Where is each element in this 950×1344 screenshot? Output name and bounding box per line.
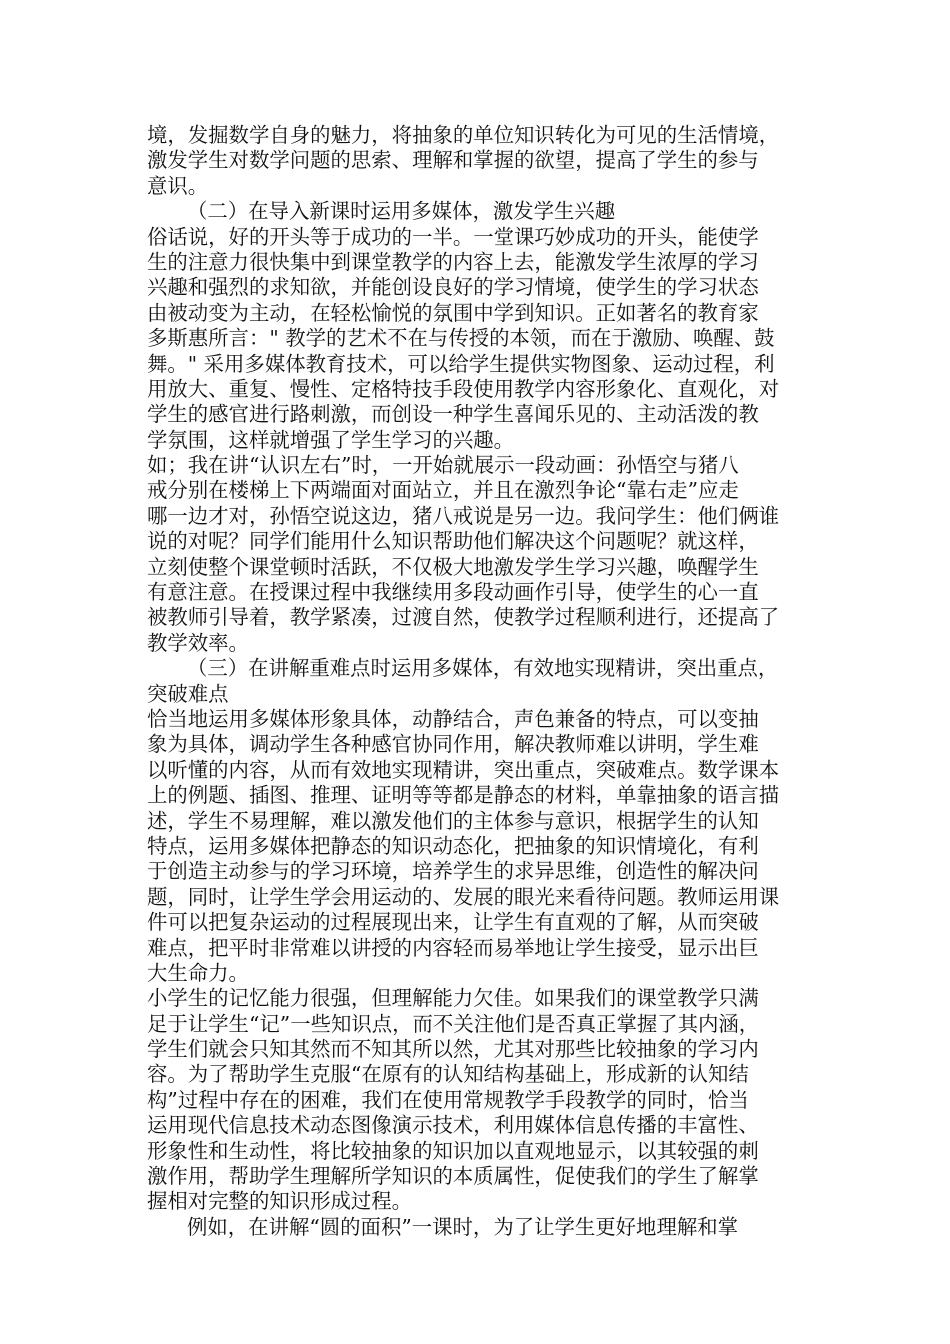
- text-line: （三）在讲解重难点时运用多媒体，有效地实现精讲，突出重点，: [187, 656, 779, 681]
- text-line: 述，学生不易理解，难以激发他们的主体参与意识，根据学生的认知: [147, 808, 759, 833]
- section-heading: [147, 199, 811, 224]
- text-line: 用放大、重复、慢性、定格特技手段使用教学内容形象化、直观化，对: [147, 376, 780, 401]
- text-line: 多斯惠所言：" 教学的艺术不在与传授的本领，而在于激励、唤醒、鼓: [147, 326, 775, 351]
- text-line: 难点，把平时非常难以讲授的内容轻而易举地让学生接受，显示出巨: [147, 935, 759, 960]
- text-line: 件可以把复杂运动的过程展现出来，让学生有直观的了解，从而突破: [147, 910, 759, 935]
- text-line: 境，发掘数学自身的魅力，将抽象的单位知识转化为可见的生活情境，: [147, 123, 780, 147]
- paragraph: [147, 453, 811, 656]
- section-heading: [147, 682, 811, 707]
- text-line: 突破难点: [147, 681, 229, 706]
- text-line: 足于让学生“记”一些知识点，而不关注他们是否真正掌握了其内涵，: [147, 1011, 760, 1036]
- text-line: 生的注意力很快集中到课堂教学的内容上去，能激发学生浓厚的学习: [147, 249, 759, 274]
- text-line: 激发学生对数学问题的思索、理解和掌握的欲望，提高了学生的参与: [147, 148, 759, 173]
- text-line: 学生们就会只知其然而不知其所以然，尤其对那些比较抽象的学习内: [147, 1037, 759, 1062]
- text-line: 舞。" 采用多媒体教育技术，可以给学生提供实物图象、运动过程，利: [147, 351, 775, 376]
- text-line: 学氛围，这样就增强了学生学习的兴趣。: [147, 427, 515, 452]
- text-line: 学生的感官进行路刺激，而创设一种学生喜闻乐见的、主动活泼的教: [147, 402, 759, 427]
- text-line: 容。为了帮助学生克服“在原有的认知结构基础上，形成新的认知结: [147, 1062, 749, 1087]
- section-heading: [147, 656, 811, 681]
- text-line: 被教师引导着，教学紧凑，过渡自然，使教学过程顺利进行，还提高了: [147, 605, 780, 630]
- document-body: [147, 123, 811, 1240]
- text-line: 有意注意。在授课过程中我继续用多段动画作引导，使学生的心一直: [147, 580, 759, 605]
- text-line: 恰当地运用多媒体形象具体，动静结合，声色兼备的特点，可以变抽: [147, 706, 759, 731]
- text-line: 激作用，帮助学生理解所学知识的本质属性，促使我们的学生了解掌: [147, 1164, 759, 1189]
- text-line: 俗话说，好的开头等于成功的一半。一堂课巧妙成功的开头，能使学: [147, 224, 759, 249]
- paragraph: [147, 123, 811, 199]
- text-line: 哪一边才对，孙悟空说这边，猪八戒说是另一边。我问学生：他们俩谁: [147, 503, 780, 528]
- text-line: 特点，运用多媒体把静态的知识动态化，把抽象的知识情境化，有利: [147, 833, 759, 858]
- text-line: 大生命力。: [147, 960, 249, 985]
- paragraph: [147, 225, 811, 454]
- text-line: 象为具体，调动学生各种感官协同作用，解决教师难以讲明，学生难: [147, 732, 759, 757]
- text-line: 如；我在讲“认识左右”时，一开始就展示一段动画：孙悟空与猪八: [147, 453, 739, 478]
- text-line: 小学生的记忆能力很强，但理解能力欠佳。如果我们的课堂教学只满: [147, 986, 759, 1011]
- text-line: 说的对呢？同学们能用什么知识帮助他们解决这个问题呢？就这样，: [147, 529, 759, 554]
- text-line: 以听懂的内容，从而有效地实现精讲，突出重点，突破难点。数学课本: [147, 757, 780, 782]
- text-line: 上的例题、插图、推理、证明等等都是静态的材料，单靠抽象的语言描: [147, 783, 780, 808]
- text-line: 形象性和生动性，将比较抽象的知识加以直观地显示，以其较强的刺: [147, 1138, 759, 1163]
- text-line: 于创造主动参与的学习环境，培养学生的求异思维，创造性的解决问: [147, 859, 759, 884]
- text-line: 题，同时，让学生学会用运动的、发展的眼光来看待问题。教师运用课: [147, 884, 780, 909]
- text-line: 立刻使整个课堂顿时活跃，不仅极大地激发学生学习兴趣，唤醒学生: [147, 554, 759, 579]
- paragraph: [147, 1215, 811, 1240]
- text-line: 由被动变为主动，在轻松愉悦的氛围中学到知识。正如著名的教育家: [147, 300, 759, 325]
- text-line: 兴趣和强烈的求知欲，并能创设良好的学习情境，使学生的学习状态: [147, 275, 759, 300]
- text-line: 戒分别在楼梯上下两端面对面站立，并且在激烈争论“靠右走”应走: [147, 478, 739, 503]
- text-line: 意识。: [147, 173, 209, 198]
- text-line: 握相对完整的知识形成过程。: [147, 1189, 413, 1214]
- text-line: 教学效率。: [147, 630, 249, 655]
- text-line: 例如，在讲解“圆的面积”一课时，为了让学生更好地理解和掌: [187, 1214, 739, 1239]
- paragraph: [147, 986, 811, 1215]
- paragraph: [147, 707, 811, 986]
- text-line: （二）在导入新课时运用多媒体，激发学生兴趣: [187, 199, 616, 224]
- text-line: 运用现代信息技术动态图像演示技术，利用媒体信息传播的丰富性、: [147, 1113, 759, 1138]
- text-line: 构”过程中存在的困难，我们在使用常规教学手段教学的同时，恰当: [147, 1087, 749, 1112]
